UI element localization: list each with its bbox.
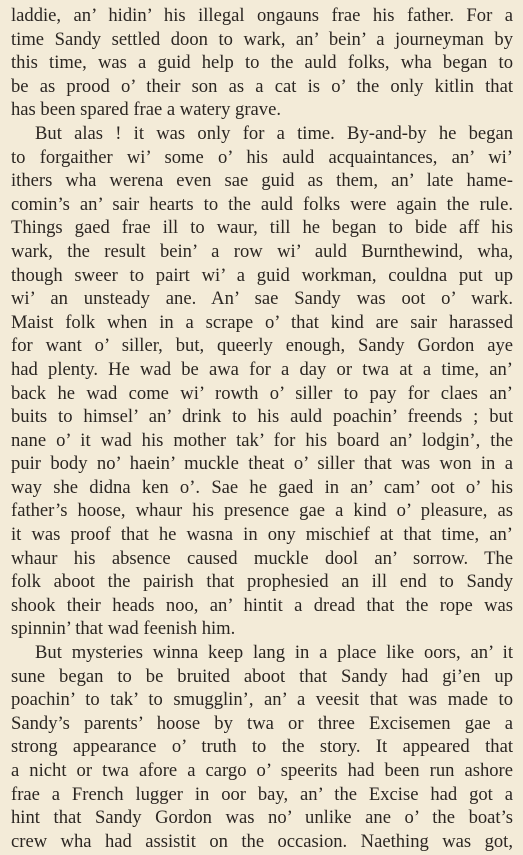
text-line: a nicht or twa afore a cargo o’ speerits had been run ashore — [11, 760, 513, 781]
text-line: buits to himsel’ an’ drink to his auld poachin’ freends ; but — [11, 406, 513, 428]
text-line: puir body no’ haein’ muckle theat o’ siller that was won in a — [11, 453, 513, 475]
text-line: be as prood o’ their son as a cat is o’ the only kitlin that — [11, 75, 513, 97]
text-line: crew wha had assistit on the occasion. Naething was got, — [11, 830, 513, 852]
text-line: Things gaed frae ill to waur, till he began to bide aff his — [11, 217, 513, 239]
text-line: hint that Sandy Gordon was no’ unlike ane o’ the boat’s — [11, 807, 513, 829]
text-line: spinnin’ that wad feenish him. — [11, 618, 236, 640]
text-line: comin’s an’ sair hearts to the auld folks were again the rule. — [11, 193, 513, 215]
text-line: nane o’ it wad his mother tak’ for his board an’ lodgin’, the — [11, 429, 513, 451]
text-line: for want o’ siller, but, queerly enough, Sandy Gordon aye — [11, 335, 513, 357]
text-line: father’s hoose, whaur his presence gae a kind o’ pleasure, as — [11, 500, 513, 522]
text-line: But mysteries winna keep lang in a place like oors, an’ it — [35, 642, 513, 664]
text-line: time Sandy settled doon to wark, an’ bein’ a journeyman by — [11, 28, 513, 50]
paragraph-1 — [11, 4, 513, 122]
text-line: to forgaither wi’ some o’ his auld acquaintances, an’ wi’ — [11, 146, 513, 168]
text-line: ithers wha werena even sae guid as them, an’ late hame- — [11, 170, 513, 192]
text-line: it was proof that he wasna in ony mischief at that time, an’ — [11, 524, 513, 546]
text-line: strong appearance o’ truth to the story. It appeared that — [11, 736, 513, 758]
text-line: way she didna ken o’. Sae he gaed in an’ cam’ oot o’ his — [11, 476, 513, 498]
text-line: But alas ! it was only for a time. By-and-by he began — [35, 122, 513, 144]
text-line: wi’ an unsteady ane. An’ sae Sandy was oot o’ wark. — [11, 288, 513, 310]
text-line: whaur his absence caused muckle dool an’ sorrow. The — [11, 547, 513, 569]
text-line: poachin’ to tak’ to smugglin’, an’ a veesit that was made to — [11, 689, 513, 711]
text-line: shook their heads noo, an’ hintit a dread that the rope was — [11, 594, 513, 616]
text-line: this time, was a guid help to the auld folks, wha began to — [11, 52, 513, 74]
text-line: laddie, an’ hidin’ his illegal ongauns frae his father. For a — [11, 5, 513, 26]
text-line: Sandy’s parents’ hoose by twa or three Excisemen gae a — [11, 712, 513, 734]
text-line: frae a French lugger in oor bay, an’ the Excise had got a — [11, 783, 513, 805]
text-line: folk aboot the pairish that prophesied an ill end to Sandy — [11, 571, 513, 593]
text-line: sune began to be bruited aboot that Sandy had gi’en up — [11, 665, 513, 687]
text-line: had plenty. He wad be awa for a day or twa at a time, an’ — [11, 358, 513, 380]
text-line: Maist folk when in a scrape o’ that kind are sair harassed — [11, 311, 513, 333]
paragraph-2 — [11, 122, 513, 641]
text-line: wark, the result bein’ a row wi’ auld Burnthewind, wha, — [11, 240, 513, 262]
paragraph-3 — [11, 641, 513, 853]
text-line: has been spared frae a watery grave. — [11, 99, 281, 121]
text-line: though sweer to pairt wi’ a guid workman, couldna put up — [11, 264, 513, 286]
text-line: back he wad come wi’ rowth o’ siller to pay for claes an’ — [11, 382, 513, 404]
